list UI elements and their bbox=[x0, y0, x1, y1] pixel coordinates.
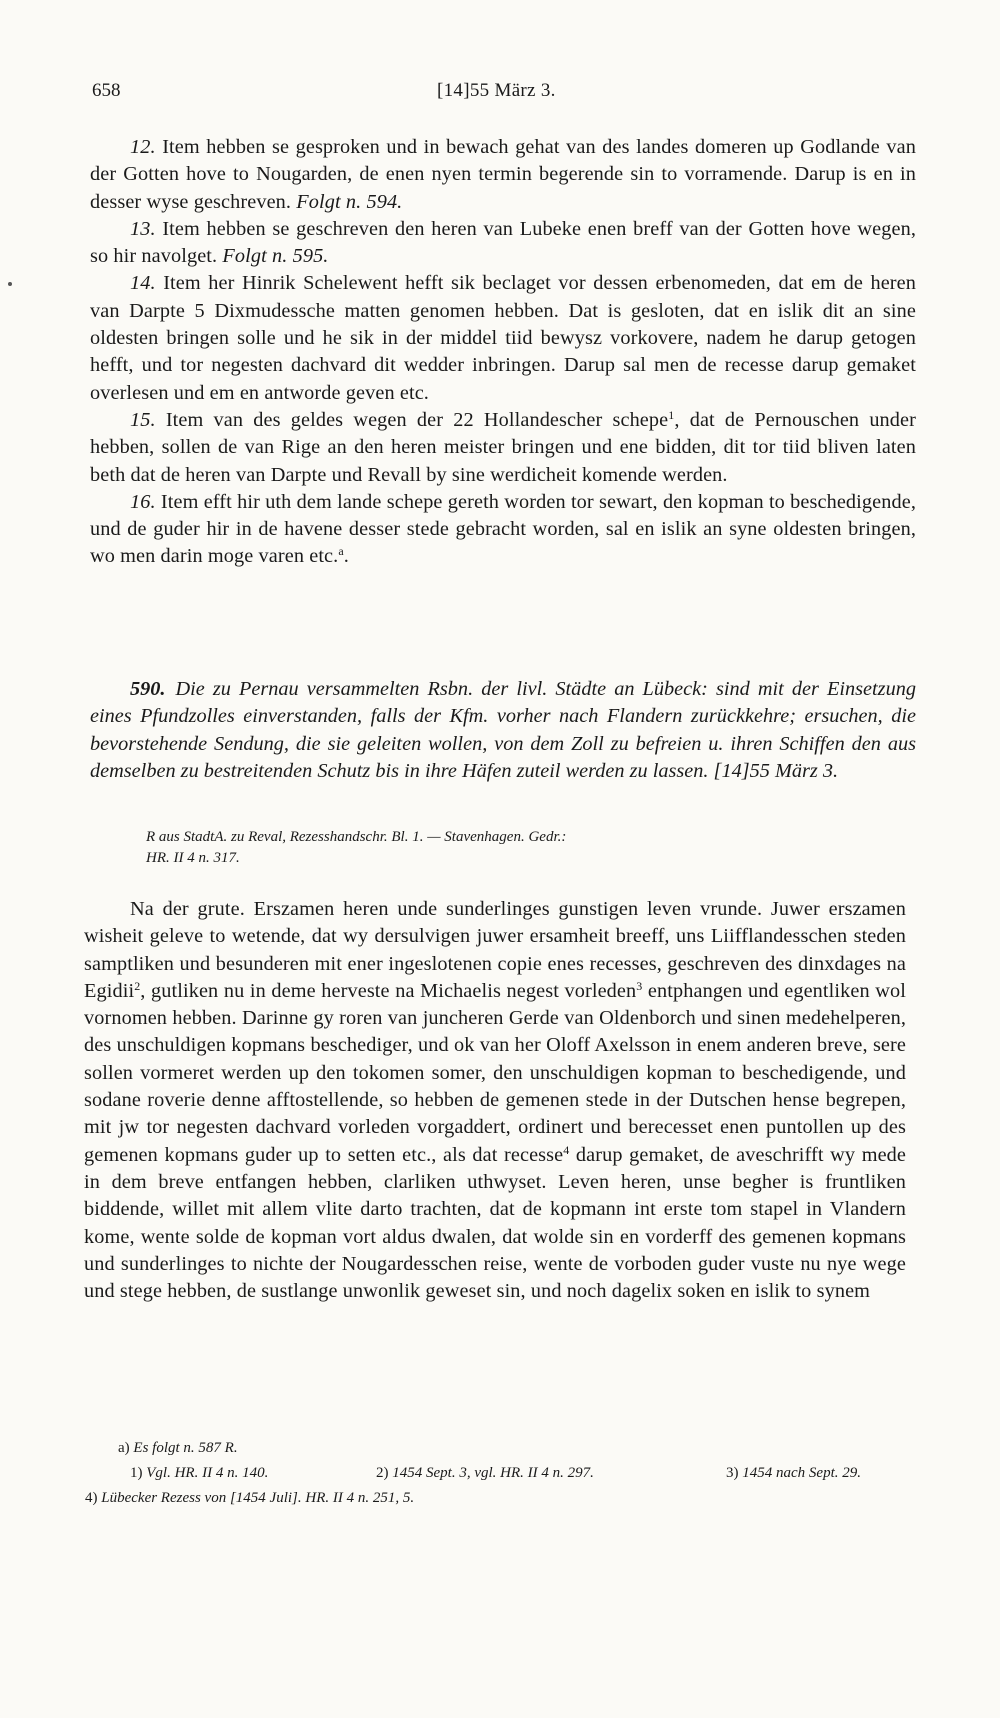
letter-segment: Na der grute. Erszamen heren unde sunderlinges gunstigen leven vrunde. Juwer erszamen wisheit geleve to wetende, dat wy dersulvigen juwer ersamheit breeff, uns Liifflandesschen steden samptliken und besunderen mit ener ingeslotenen copie enes recesses, geschreven des dinxdages na Egidii bbox=[84, 898, 906, 1002]
letter-text bbox=[84, 896, 906, 1305]
cross-reference: Folgt n. 595. bbox=[222, 245, 329, 268]
item-text: Item hebben se geschreven den heren van Lubeke enen breff van der Gotten hove wegen, so hir navolget. bbox=[90, 217, 916, 268]
footnote-mark: 1 bbox=[668, 407, 675, 422]
running-head: [14]55 März 3. bbox=[437, 80, 556, 101]
item-15 bbox=[90, 407, 916, 489]
footnote-mark: 2 bbox=[134, 978, 141, 993]
item-text: Item van des geldes wegen der 22 Hollandescher schepe bbox=[165, 408, 669, 431]
footnote-marker: a) bbox=[118, 1440, 130, 1456]
letter-segment: , gutliken nu in deme herveste na Michaelis negest vorleden bbox=[140, 979, 637, 1002]
item-text: Item efft hir uth dem lande schepe gereth worden tor sewart, den kopman to beschedigende, und de guder hir in de havene desser stede gebracht worden, sal en islik an syne oldesten bringen, wo men darin moge varen etc. bbox=[90, 490, 917, 568]
item-14 bbox=[90, 270, 916, 406]
cross-reference: Folgt n. 594. bbox=[296, 190, 403, 213]
item-number: 14. bbox=[130, 272, 156, 295]
item-number: 12. bbox=[130, 136, 156, 158]
footnote-1 bbox=[130, 1463, 268, 1483]
footnote-text: Es folgt n. 587 R. bbox=[133, 1440, 238, 1456]
letter-paragraph bbox=[84, 896, 906, 1305]
page-number: 658 bbox=[92, 80, 121, 101]
footnote-mark: 3 bbox=[636, 978, 643, 993]
footnote-marker: 4) bbox=[85, 1490, 98, 1506]
letter-segment: entphangen und egentliken wol vornomen hebben. Darinne gy roren van juncheren Gerde van Oldenborch und sinen medehelperen, des unschuldigen kopmans beschediger, und ok van her Oloff Axelsson in enem anderen breve, sere sollen vormeret werden up den tokomen somer, den unschuldigen kopman to beschedigende, und sodane roverie denne afftostellende, so hebben de gemenen stede in der Dutschen hense begrepen, mit jw tor negesten dachvard vorleden vorgaddert, ordinert und berecesset enen puntollen up des gemenen kopmans guder up to setten etc., als dat recesse bbox=[84, 979, 906, 1166]
footnote-text: Lübecker Rezess von [1454 Juli]. HR. II 4 n. 251, 5. bbox=[101, 1490, 415, 1506]
footnote-text: 1454 nach Sept. 29. bbox=[742, 1465, 861, 1481]
letter-segment: darup gemaket, de aveschrifft wy mede in dem breve entfangen hebben, clarliken uthwyset. Leven heren, unse begher is fruntliken biddende, willet mit allem vlite darto trachten, dat de kopmann int erste tom stapel in Vlandern kome, wente solde de kopman vort aldus dwalen, dat wolde sin en vorderff des gemenen kopmans und sunderlinges to nichte der Nougardesschen reise, wente de vorboden guder vuste nu nye wege und stege hebben, de sustlange unwonlik geweset sin, und noch dagelix soken en islik to synem bbox=[84, 1143, 907, 1303]
item-13 bbox=[90, 216, 916, 271]
footnote-a bbox=[118, 1438, 238, 1458]
item-number: 16. bbox=[130, 490, 156, 513]
footnote-marker: 1) bbox=[130, 1465, 143, 1481]
item-text-cont: , dat de Pernouschen under hebben, sollen de van Rige an den heren meister bringen und ene bidden, dit tor tiid bliven laten beth dat de heren van Darpte und Revall by sine werdicheit komende werden. bbox=[90, 408, 916, 486]
footnote-3 bbox=[726, 1463, 861, 1483]
footnote-2 bbox=[376, 1463, 594, 1483]
item-text: Item hebben se gesproken und in bewach gehat van des landes domeren up Godlande van der Gotten hove to Nougarden, de enen nyen termin begerende sin to vorramende. Darup is en in desser wyse geschreven. bbox=[90, 136, 916, 213]
regest-text: Die zu Pernau versammelten Rsbn. der livl. Städte an Lübeck: sind mit der Einsetzung eines Pfundzolles einverstanden, falls der Kfm. vorher nach Flandern zurückkehre; ersuchen, die bevorstehende Sendung, die sie geleiten wollen, von dem Zoll zu befreien u. ihren Schiffen den aus demselben zu bestreitenden Schutz bis in ihre Häfen zuteil werden zu lassen. [14]55 März 3. bbox=[90, 678, 916, 782]
page-header bbox=[92, 80, 912, 106]
source-note bbox=[146, 827, 916, 869]
document-number: 590. bbox=[130, 678, 166, 700]
item-12 bbox=[90, 134, 916, 216]
item-text: Item her Hinrik Schelewent hefft sik beclaget vor dessen erbenomeden, dat em de heren van Darpte 5 Dixmudessche matten genomen hebben. Dat is gesloten, dat en islik dit an sine oldesten bringen solle und he sik in der middel tiid bewysz vorkovere, nadem he darup getogen hefft, und tor negesten dachvard dit wedder inbringen. Darup sal men de recesse darup gemaket overlesen und em en antworde geven etc. bbox=[90, 272, 916, 404]
footnote-text: Vgl. HR. II 4 n. 140. bbox=[146, 1465, 269, 1481]
footnote-4 bbox=[85, 1488, 414, 1508]
item-16 bbox=[90, 489, 916, 571]
item-text-cont: . bbox=[343, 545, 349, 568]
regest bbox=[90, 676, 916, 785]
source-line-1: R aus StadtA. zu Reval, Rezesshandschr. Bl. 1. — Stavenhagen. Gedr.: bbox=[146, 829, 567, 845]
footnote-mark: 4 bbox=[563, 1142, 570, 1157]
footnote-marker: 3) bbox=[726, 1465, 739, 1481]
source-line-2: HR. II 4 n. 317. bbox=[146, 850, 240, 866]
recess-items bbox=[90, 134, 916, 571]
scan-speck bbox=[8, 282, 12, 286]
item-number: 13. bbox=[130, 217, 156, 240]
item-number: 15. bbox=[130, 408, 156, 431]
footnote-mark: a bbox=[338, 544, 344, 559]
footnote-marker: 2) bbox=[376, 1465, 389, 1481]
footnote-text: 1454 Sept. 3, vgl. HR. II 4 n. 297. bbox=[392, 1465, 594, 1481]
